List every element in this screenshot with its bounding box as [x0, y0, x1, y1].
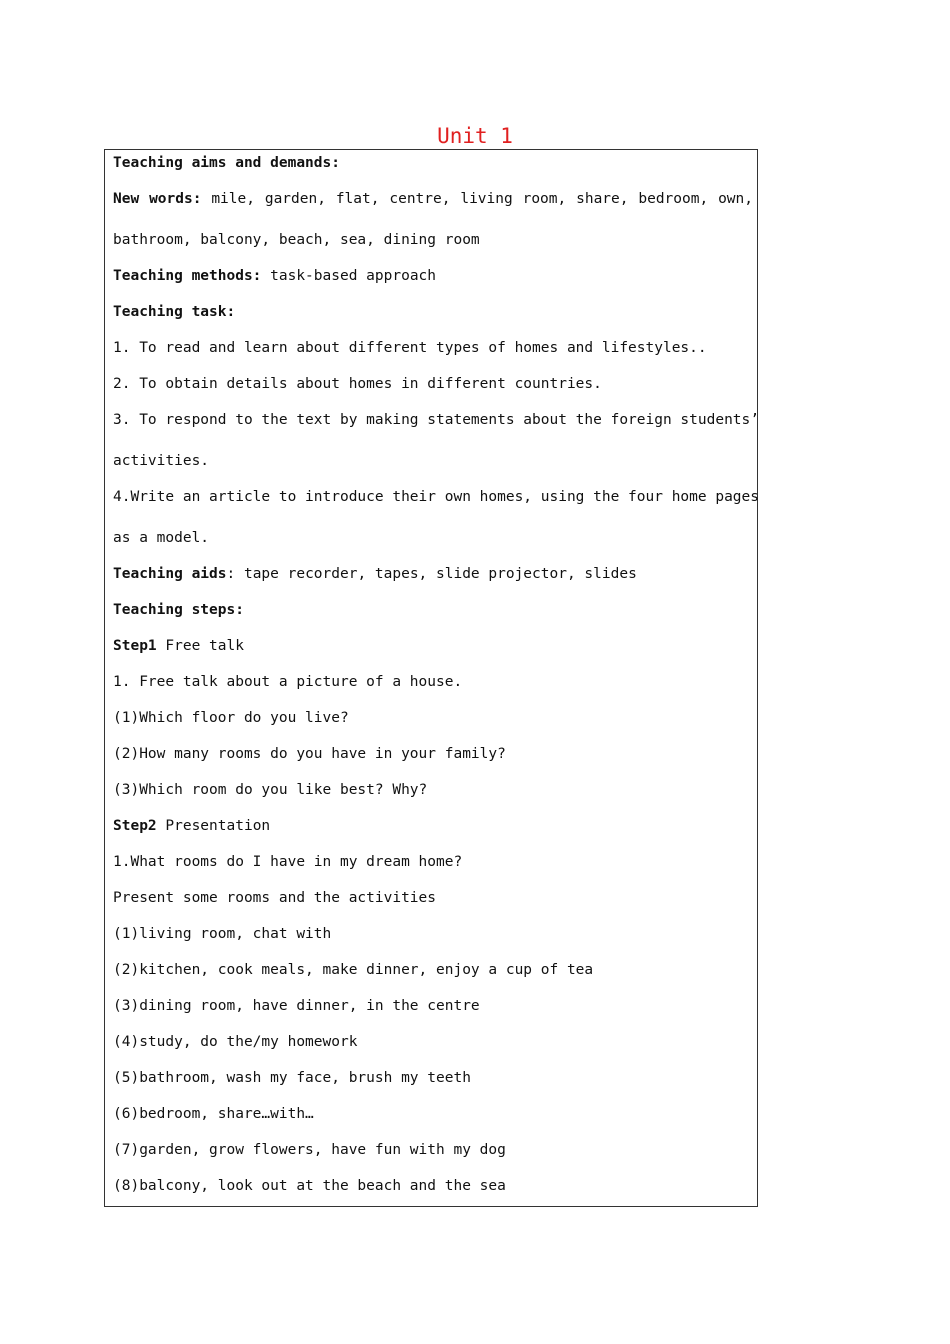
aims-heading: Teaching aims and demands: — [113, 155, 340, 171]
task-item-2: 2. To obtain details about homes in different countries. — [113, 376, 602, 392]
room-item: (6)bedroom, share…with… — [113, 1106, 314, 1122]
page-title: Unit 1 — [437, 124, 513, 148]
teaching-methods: Teaching methods: task-based approach — [113, 268, 437, 284]
room-item: (1)living room, chat with — [113, 926, 332, 942]
step1-question-2: (2)How many rooms do you have in your family? — [113, 746, 506, 762]
teaching-steps-heading: Teaching steps: — [113, 602, 244, 618]
step1-item: 1. Free talk about a picture of a house. — [113, 674, 463, 690]
step1-question-3: (3)Which room do you like best? Why? — [113, 782, 428, 798]
task-item-3-line-2: activities. — [113, 453, 210, 469]
task-item-1: 1. To read and learn about different types of homes and lifestyles.. — [113, 340, 707, 356]
teaching-aids: Teaching aids: tape recorder, tapes, slide projector, slides — [113, 566, 637, 582]
step2-item: 1.What rooms do I have in my dream home? — [113, 854, 463, 870]
new-words-label: New words: — [113, 191, 202, 207]
step1-heading: Step1 Free talk — [113, 638, 244, 654]
room-item: (5)bathroom, wash my face, brush my teeth — [113, 1070, 471, 1086]
room-item: (4)study, do the/my homework — [113, 1034, 358, 1050]
room-item: (8)balcony, look out at the beach and the sea — [113, 1178, 506, 1194]
step2-heading: Step2 Presentation — [113, 818, 271, 834]
task-item-4-line-1: 4.Write an article to introduce their own homes, using the four home pages — [113, 489, 760, 505]
new-words-line-2: bathroom, balcony, beach, sea, dining room — [113, 232, 480, 248]
step1-question-1: (1)Which floor do you live? — [113, 710, 349, 726]
room-item: (7)garden, grow flowers, have fun with my dog — [113, 1142, 506, 1158]
task-item-3-line-1: 3. To respond to the text by making statements about the foreign students’ — [113, 412, 760, 428]
new-words-line-1: New words: mile, garden, flat, centre, living room, share, bedroom, own, — [113, 191, 753, 207]
room-item: (3)dining room, have dinner, in the centre — [113, 998, 480, 1014]
step2-intro: Present some rooms and the activities — [113, 890, 437, 906]
task-item-4-line-2: as a model. — [113, 530, 210, 546]
room-item: (2)kitchen, cook meals, make dinner, enjoy a cup of tea — [113, 962, 594, 978]
teaching-task-heading: Teaching task: — [113, 304, 236, 320]
